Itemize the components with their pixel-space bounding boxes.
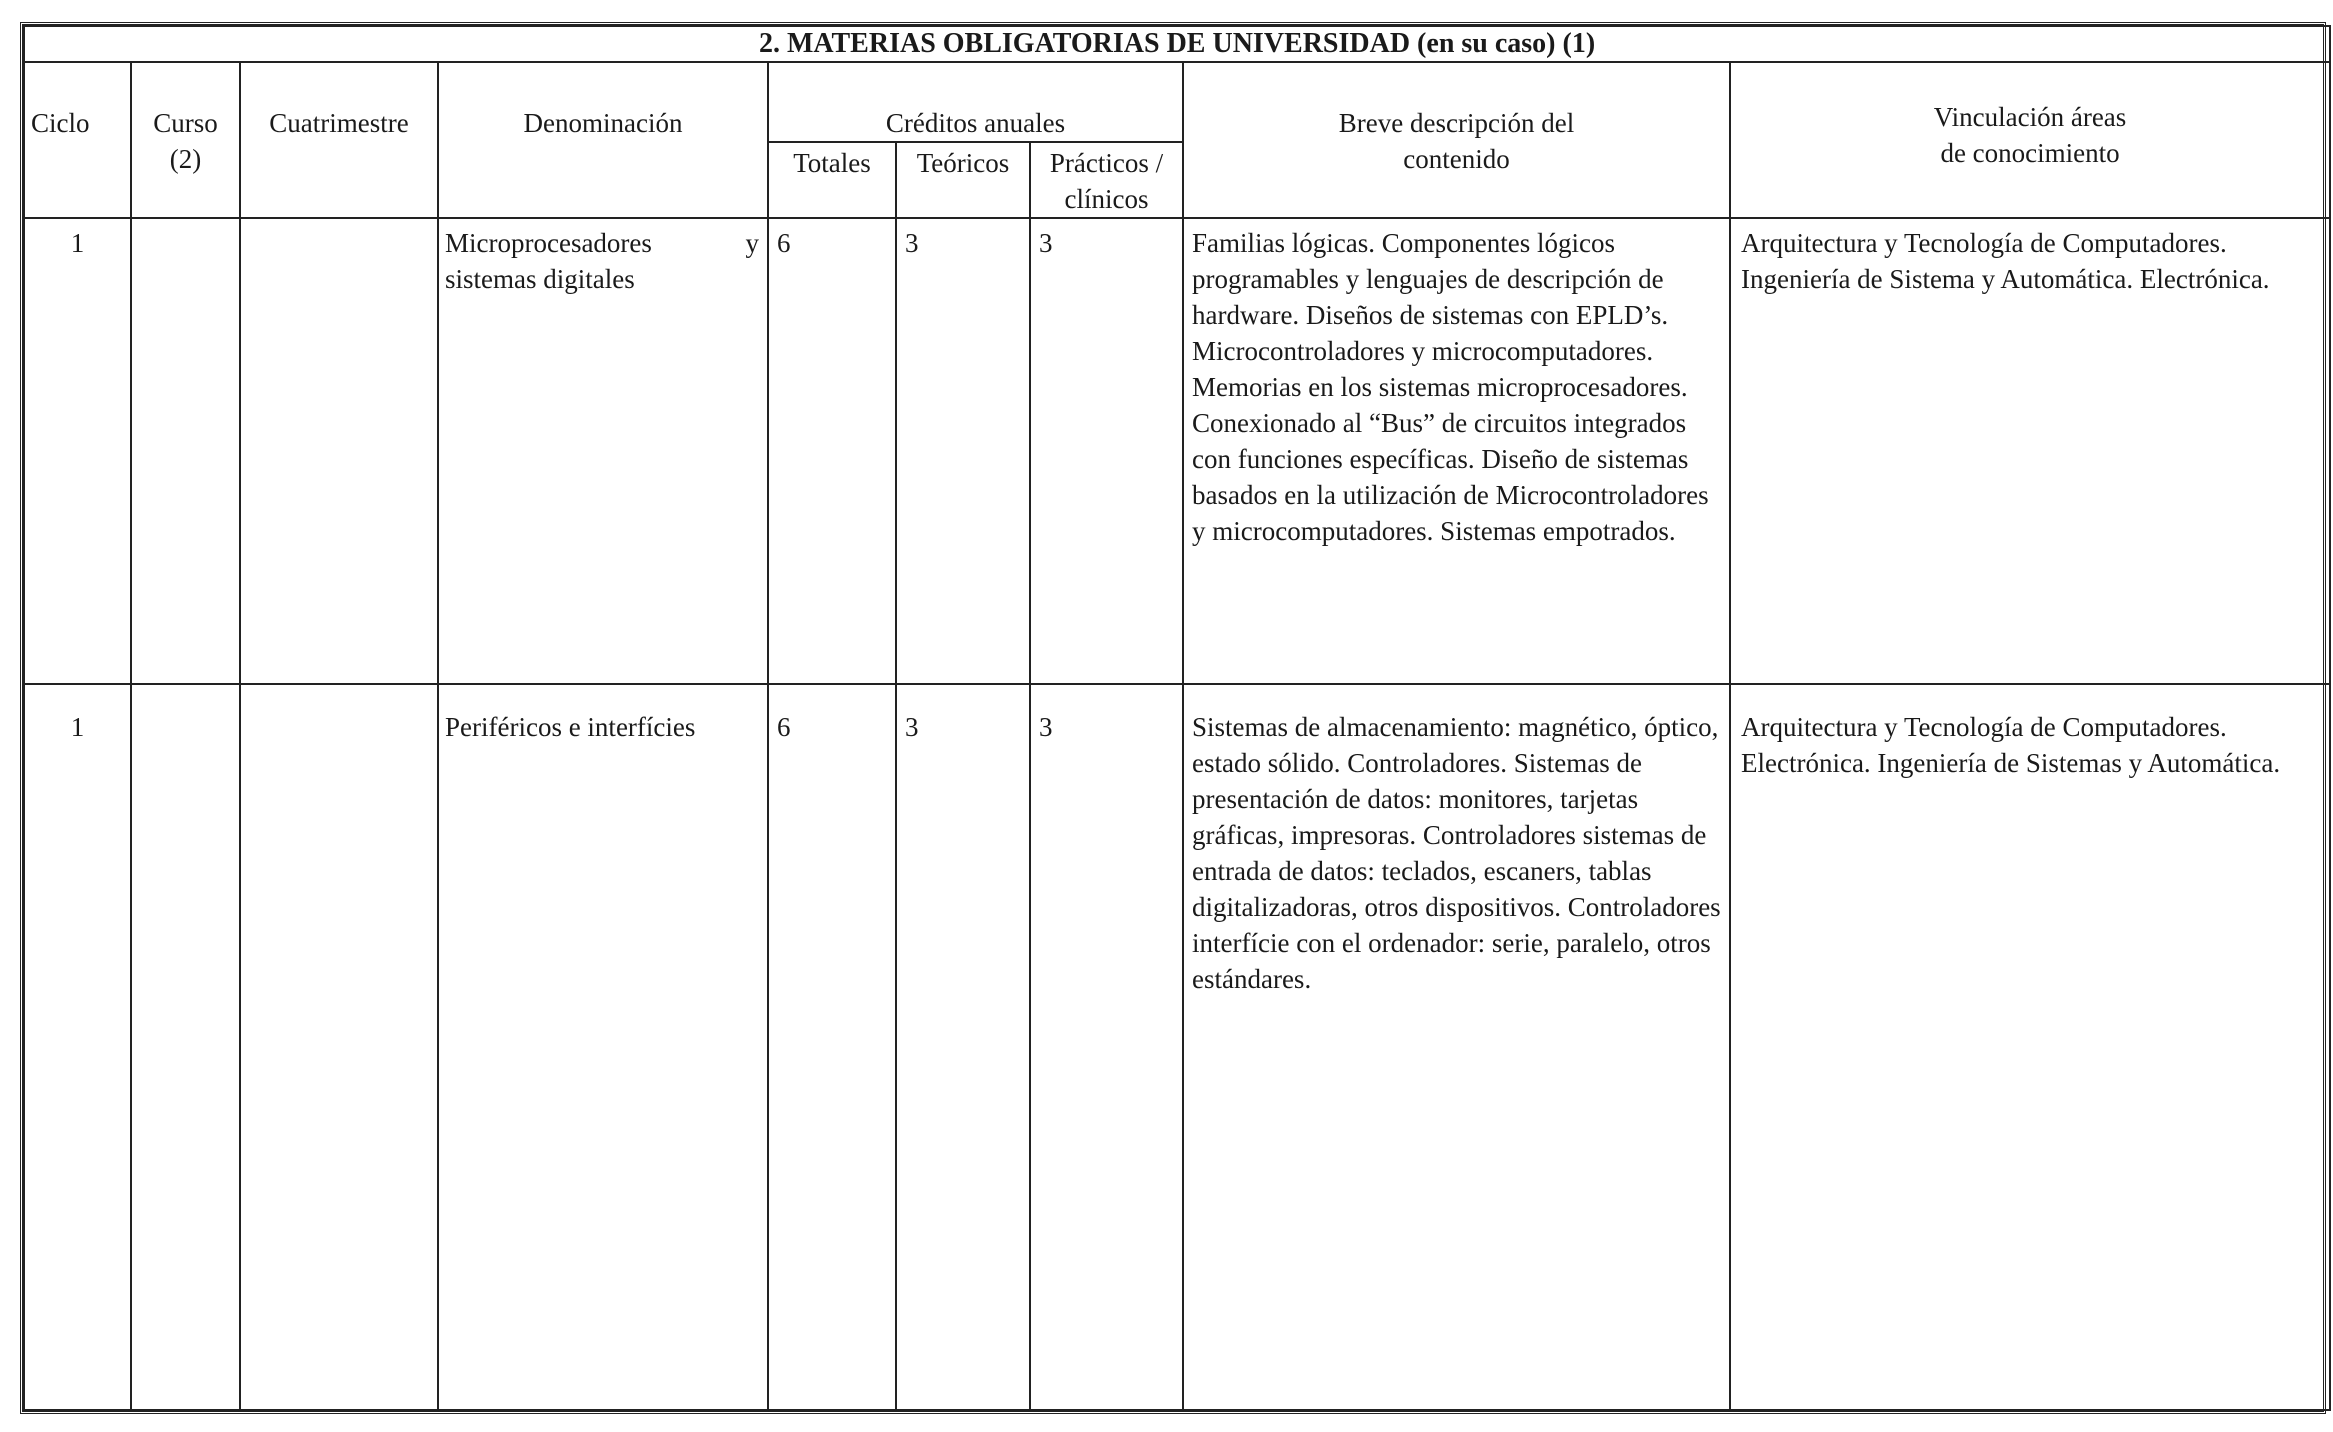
denominacion-value: Microprocesadores y sistemas digitales [445, 228, 759, 294]
cell-descripcion [1183, 218, 1730, 684]
cell-curso [131, 684, 240, 1410]
table-row [24, 684, 2330, 1410]
cell-areas [1730, 684, 2330, 1410]
header-descripcion [1183, 62, 1730, 218]
ciclo-value: 1 [70, 712, 85, 742]
cuatrimestre-value [241, 685, 437, 709]
cell-teoricos [896, 218, 1030, 684]
descripcion-value: Sistemas de almacenamiento: magnético, óptico, estado sólido. Controladores. Sistemas de presentación de datos: monitores, tarjetas gráficas, impresoras. Controladores sistemas de entrada de datos: teclados, escaners, tablas digitalizadoras, otros dispositivos. Controladores interfície con el ordenador: serie, paralelo, otros estándares. [1192, 712, 1721, 994]
cell-teoricos [896, 684, 1030, 1410]
header-totales: Totales [768, 142, 896, 218]
header-descripcion-line2: contenido [1403, 144, 1510, 174]
header-curso [131, 62, 240, 218]
table-row [24, 218, 2330, 684]
cell-totales [768, 684, 896, 1410]
cell-cuatrimestre [240, 684, 438, 1410]
table-title: 2. MATERIAS OBLIGATORIAS DE UNIVERSIDAD (en su caso) (1) [24, 26, 2330, 62]
denominacion-value: Periféricos e interfícies [445, 712, 696, 742]
areas-value: Arquitectura y Tecnología de Computadores. Ingeniería de Sistema y Automática. Electrónica. [1741, 228, 2270, 294]
header-curso-line1: Curso [153, 108, 218, 138]
totales-value: 6 [777, 712, 791, 742]
header-practicos [1030, 142, 1183, 218]
header-creditos: Créditos anuales [768, 62, 1183, 142]
practicos-value: 3 [1039, 228, 1053, 258]
teoricos-value: 3 [905, 712, 919, 742]
cell-practicos [1030, 218, 1183, 684]
cell-ciclo [24, 218, 131, 684]
cell-practicos [1030, 684, 1183, 1410]
subjects-table [23, 25, 2331, 1411]
header-ciclo: Ciclo [24, 62, 131, 218]
ciclo-value: 1 [70, 228, 85, 258]
document-page [20, 22, 2326, 1414]
cell-descripcion [1183, 684, 1730, 1410]
header-cuatrimestre: Cuatrimestre [240, 62, 438, 218]
header-curso-line2: (2) [169, 144, 202, 174]
header-vinculacion-line1: Vinculación áreas [1933, 102, 2127, 132]
header-descripcion-line1: Breve descripción del [1338, 108, 1575, 138]
curso-value [132, 685, 239, 709]
descripcion-value: Familias lógicas. Componentes lógicos programables y lenguajes de descripción de hardware. Diseños de sistemas con EPLD’s. Microcontroladores y microcomputadores. Memorias en los sistemas microprocesadores. Conexionado al “Bus” de circuitos integrados con funciones específicas. Diseño de sistemas basados en la utilización de Microcontroladores y microcomputadores. Sistemas empotrados. [1192, 228, 1709, 546]
header-teoricos: Teóricos [896, 142, 1030, 218]
header-vinculacion [1730, 62, 2330, 218]
title-row [24, 26, 2330, 62]
cell-denominacion [438, 218, 768, 684]
header-practicos-line1: Prácticos / [1049, 148, 1164, 178]
teoricos-value: 3 [905, 228, 919, 258]
cuatrimestre-value [241, 219, 437, 225]
header-denominacion: Denominación [438, 62, 768, 218]
practicos-value: 3 [1039, 712, 1053, 742]
cell-areas [1730, 218, 2330, 684]
curso-value [132, 219, 239, 225]
areas-value: Arquitectura y Tecnología de Computadores. Electrónica. Ingeniería de Sistemas y Automática. [1741, 712, 2281, 778]
header-row-1 [24, 62, 2330, 142]
cell-totales [768, 218, 896, 684]
header-vinculacion-line2: de conocimiento [1940, 138, 2120, 168]
cell-ciclo [24, 684, 131, 1410]
header-practicos-line2: clínicos [1064, 184, 1149, 214]
cell-curso [131, 218, 240, 684]
cell-cuatrimestre [240, 218, 438, 684]
totales-value: 6 [777, 228, 791, 258]
cell-denominacion [438, 684, 768, 1410]
